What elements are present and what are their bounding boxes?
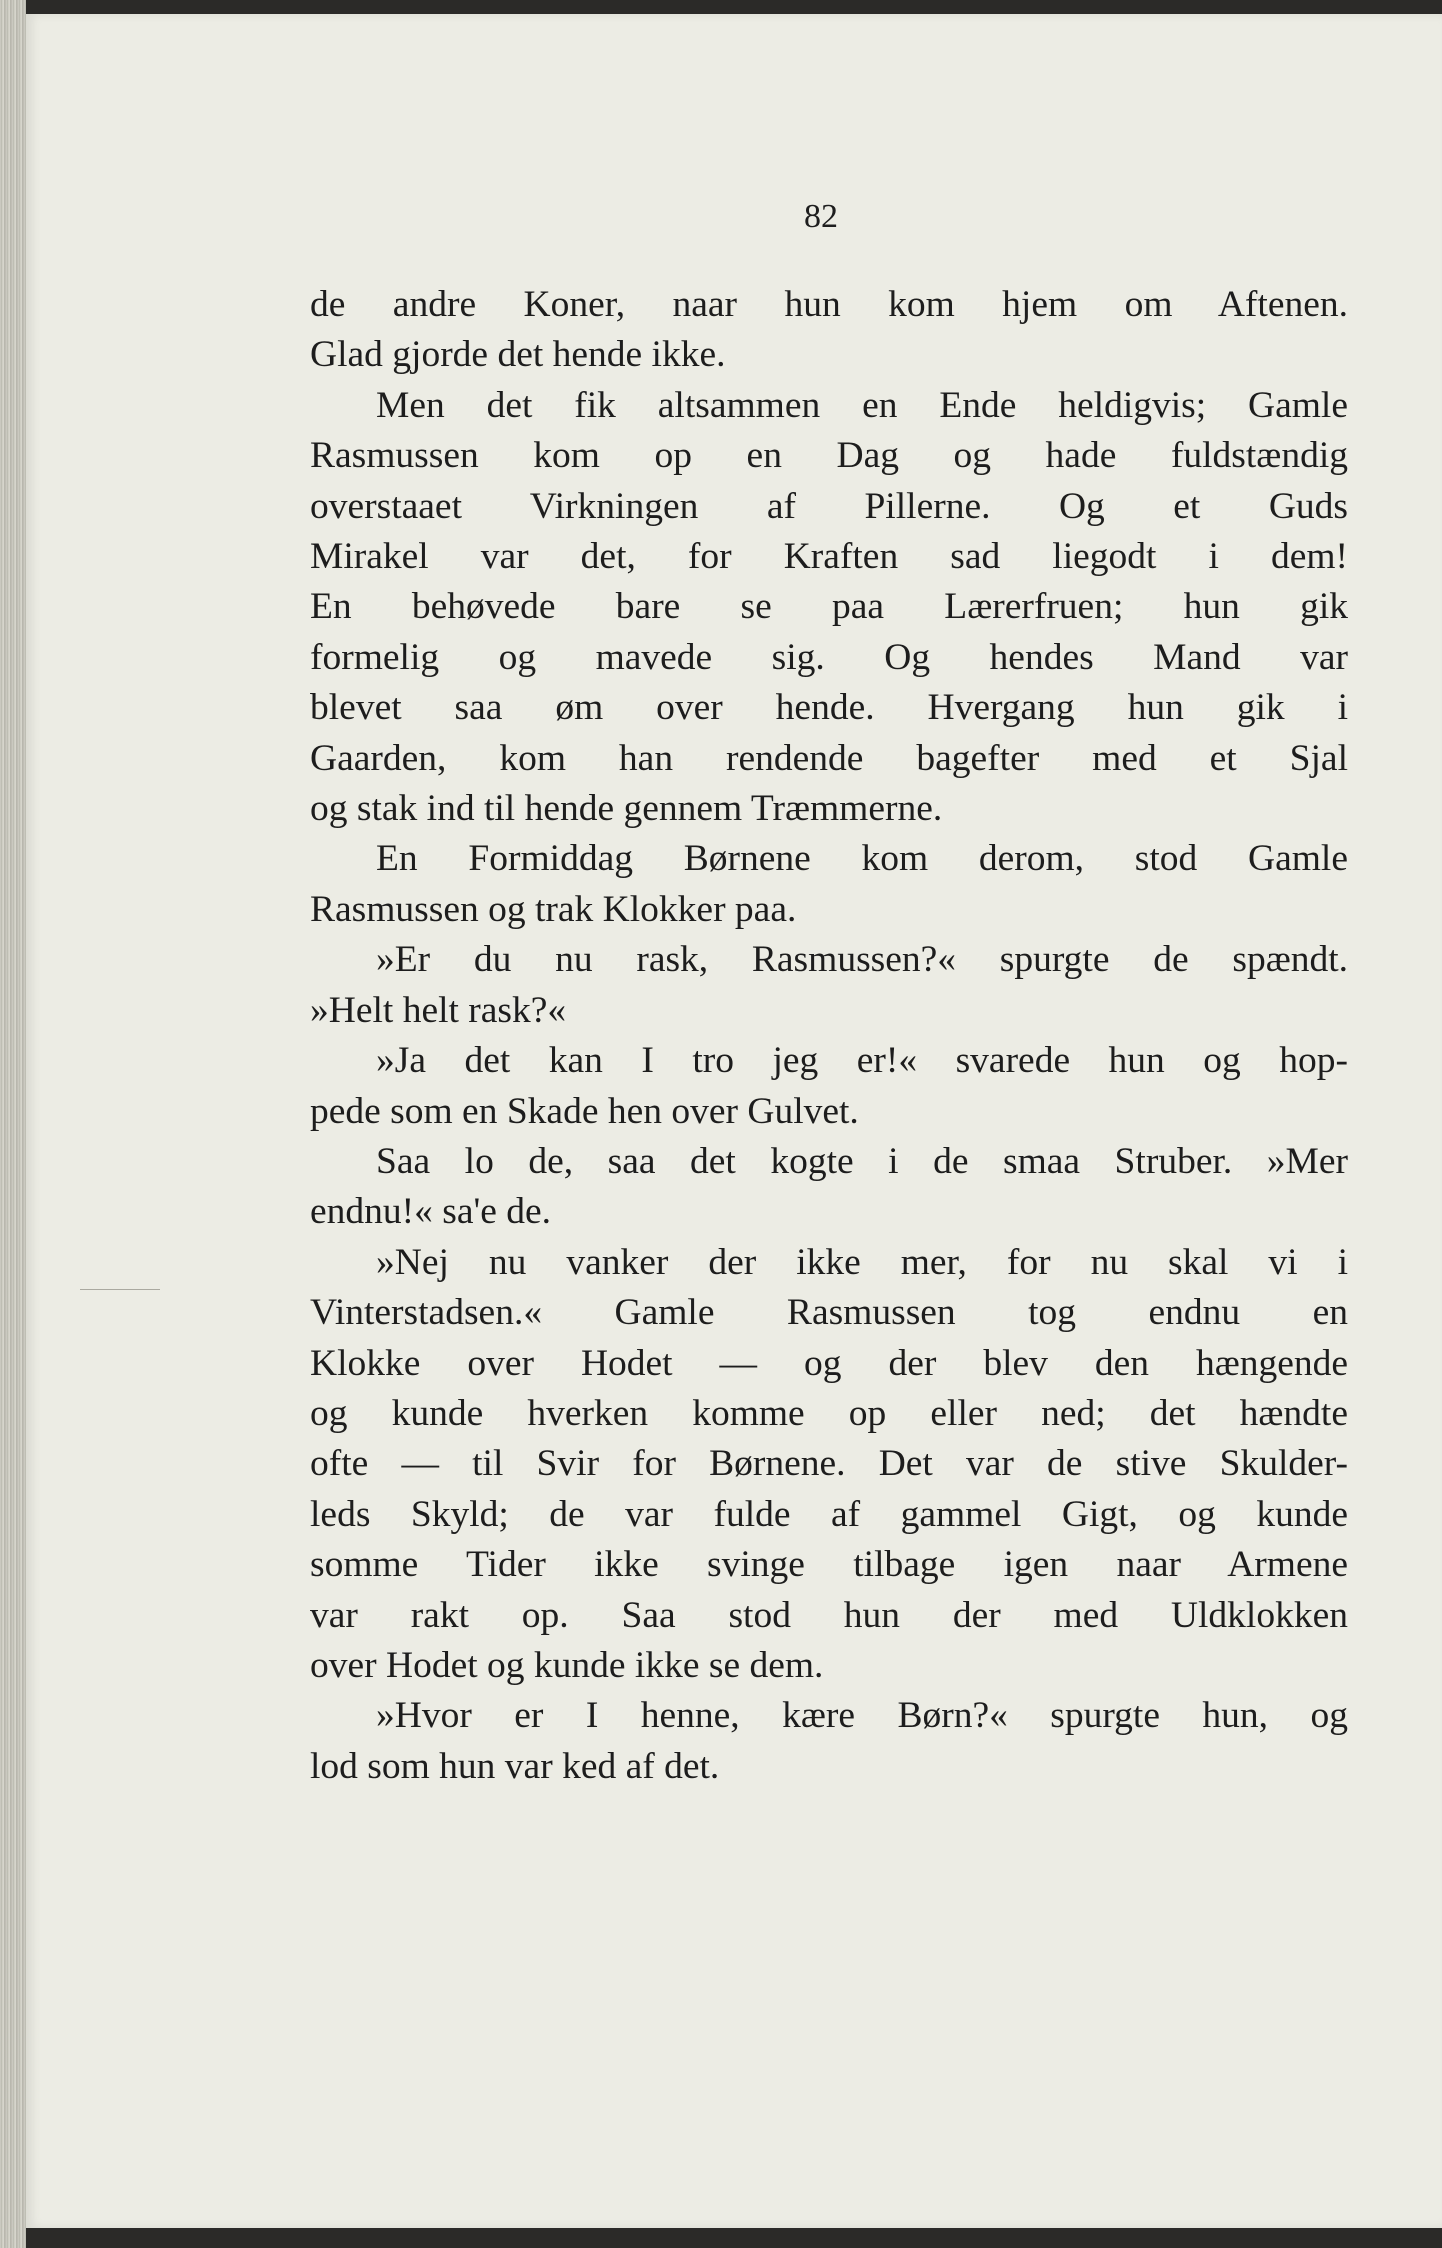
text-line: Saa lo de, saa det kogte i de smaa Struber. »Mer bbox=[376, 1140, 1348, 1182]
text-line: Gaarden, kom han rendende bagefter med et Sjal bbox=[310, 737, 1348, 779]
text-line: og stak ind til hende gennem Træmmerne. bbox=[310, 788, 943, 830]
text-line: Klokke over Hodet — og der blev den hængende bbox=[310, 1342, 1348, 1384]
text-line: Men det fik altsammen en Ende heldigvis; Gamle bbox=[376, 384, 1348, 426]
margin-pencil-mark bbox=[80, 1289, 160, 1290]
text-line: »Er du nu rask, Rasmussen?« spurgte de spændt. bbox=[376, 939, 1348, 981]
text-line: En behøvede bare se paa Lærerfruen; hun gik bbox=[310, 586, 1348, 628]
text-line: formelig og mavede sig. Og hendes Mand var bbox=[310, 636, 1348, 678]
text-line: lod som hun var ked af det. bbox=[310, 1745, 720, 1787]
text-line: Rasmussen kom op en Dag og hade fuldstændig bbox=[310, 435, 1348, 477]
text-line: Glad gjorde det hende ikke. bbox=[310, 334, 726, 376]
body-text bbox=[310, 280, 1348, 1792]
text-line: og kunde hverken komme op eller ned; det hændte bbox=[310, 1392, 1348, 1434]
text-line: pede som en Skade hen over Gulvet. bbox=[310, 1090, 859, 1132]
text-line: de andre Koner, naar hun kom hjem om Aftenen. bbox=[310, 284, 1348, 325]
text-line: Mirakel var det, for Kraften sad liegodt i dem! bbox=[310, 536, 1348, 578]
text-line: overstaaet Virkningen af Pillerne. Og et Guds bbox=[310, 485, 1348, 527]
text-line: Rasmussen og trak Klokker paa. bbox=[310, 888, 797, 930]
book-page bbox=[26, 14, 1442, 2228]
text-line: »Helt helt rask?« bbox=[310, 989, 567, 1031]
text-line: Vinterstadsen.« Gamle Rasmussen tog endnu en bbox=[310, 1292, 1348, 1334]
text-line: somme Tider ikke svinge tilbage igen naar Armene bbox=[310, 1544, 1348, 1586]
text-line: endnu!« sa'e de. bbox=[310, 1191, 552, 1233]
text-line: blevet saa øm over hende. Hvergang hun gik i bbox=[310, 687, 1348, 729]
text-line: En Formiddag Børnene kom derom, stod Gamle bbox=[376, 838, 1348, 880]
text-line: var rakt op. Saa stod hun der med Uldklokken bbox=[310, 1594, 1348, 1636]
book-page-edges bbox=[0, 0, 26, 2248]
text-line: »Nej nu vanker der ikke mer, for nu skal vi i bbox=[376, 1241, 1348, 1283]
page-number: 82 bbox=[804, 198, 838, 235]
text-line: over Hodet og kunde ikke se dem. bbox=[310, 1644, 824, 1686]
text-line: »Hvor er I henne, kære Børn?« spurgte hun, og bbox=[376, 1695, 1348, 1737]
text-line: leds Skyld; de var fulde af gammel Gigt, og kunde bbox=[310, 1493, 1348, 1535]
text-line: »Ja det kan I tro jeg er!« svarede hun og hop- bbox=[376, 1040, 1348, 1082]
text-line: ofte — til Svir for Børnene. Det var de stive Skulder- bbox=[310, 1443, 1348, 1485]
